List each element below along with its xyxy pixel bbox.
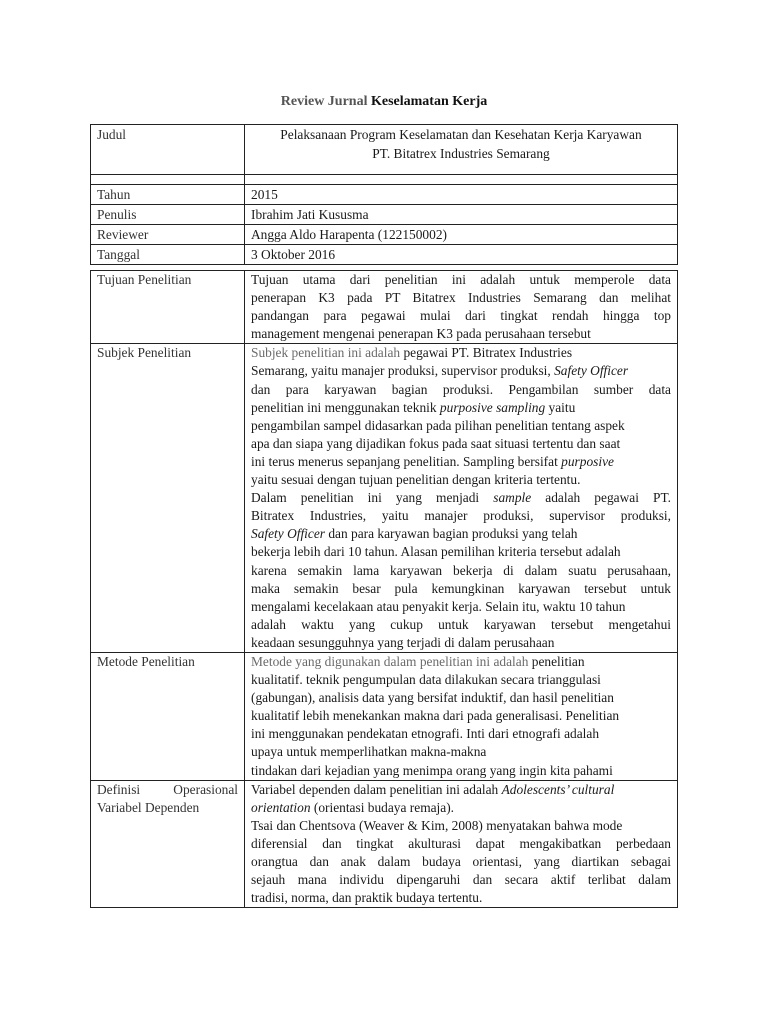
subjek-line: dan para karyawan bagian produksi. Pengambilan sumber data [251, 381, 671, 397]
definisi-label-line-1: Definisi Operasional [97, 781, 238, 797]
row-tujuan [91, 271, 678, 344]
row-definisi [91, 780, 678, 908]
row-subjek [91, 344, 678, 653]
text-run-italic: purposive sampling [439, 399, 546, 415]
spacer-row [91, 175, 678, 185]
subjek-line [251, 344, 671, 362]
definisi-line: tradisi, norma, dan praktik budaya tertentu. [251, 890, 483, 906]
text-run: yaitu [545, 399, 576, 415]
subjek-line [251, 525, 671, 543]
definisi-line: orangtua dan anak dalam budaya orientasi, yang diartikan sebagai [251, 854, 671, 869]
metode-line: tindakan dari kejadian yang menimpa orang yang ingin kita pahami [251, 762, 613, 778]
text-run-italic: Adolescents’ cultural [501, 781, 615, 797]
text-run: Dalam penelitian ini yang menjadi [251, 490, 494, 506]
penulis-value: Ibrahim Jati Kususma [245, 205, 678, 225]
judul-line-1: Pelaksanaan Program Keselamatan dan Kesehatan Kerja Karyawan [280, 127, 642, 142]
row-reviewer [91, 225, 678, 245]
subjek-label: Subjek Penelitian [91, 344, 245, 653]
tujuan-line-1: Tujuan utama dari penelitian ini adalah untuk memperole data [251, 272, 671, 287]
subjek-line: adalah waktu yang cukup untuk karyawan tersebut mengetahui [251, 616, 671, 632]
reviewer-label: Reviewer [91, 225, 245, 245]
row-tahun [91, 185, 678, 205]
tujuan-line-3: pandangan para pegawai mulai dari tingkat rendah hingga top [251, 308, 671, 324]
subjek-line [251, 489, 671, 507]
subjek-line: maka semakin besar pula kemungkinan karyawan tersebut untuk [251, 580, 671, 596]
subjek-line: Bitratex Industries, yaitu manajer produksi, supervisor produksi, [251, 508, 671, 524]
definisi-label [91, 780, 245, 908]
text-run: dan para karyawan bagian produksi yang telah [325, 526, 578, 542]
subjek-value [245, 344, 678, 653]
metode-value [245, 652, 678, 780]
text-run: penelitian ini menggunakan teknik [251, 399, 440, 415]
text-run-italic: Safety Officer [554, 363, 629, 379]
text-run: Metode yang digunakan dalam penelitian ini adalah [251, 653, 532, 669]
judul-value [245, 125, 678, 175]
subjek-line [251, 399, 671, 417]
title-main: Keselamatan Kerja [370, 94, 488, 109]
penulis-label: Penulis [91, 205, 245, 225]
subjek-line: pengambilan sampel didasarkan pada pilihan penelitian tentang aspek [251, 417, 625, 433]
metode-line [251, 653, 671, 671]
subjek-line [251, 362, 671, 380]
tujuan-line-2: penerapan K3 pada PT Bitatrex Industries Semarang dan melihat [251, 290, 671, 306]
metode-line: ini menggunakan pendekatan etnografi. Inti dari etnografi adalah [251, 726, 600, 742]
text-run-italic: purposive [561, 453, 614, 469]
meta-table [90, 124, 678, 265]
tujuan-value [245, 271, 678, 344]
subjek-line: karena semakin lama karyawan bekerja di dalam suatu perusahaan, [251, 562, 671, 578]
metode-line: (gabungan), analisis data yang bersifat induktif, dan hasil penelitian [251, 690, 614, 706]
definisi-line [251, 799, 671, 817]
title-prefix: Review Jurnal [280, 94, 368, 109]
text-run: penelitian [531, 653, 585, 669]
reviewer-value: Angga Aldo Harapenta (122150002) [245, 225, 678, 245]
tahun-value: 2015 [245, 185, 678, 205]
subjek-line: mengalami kecelakaan atau penyakit kerja. Selain itu, waktu 10 tahun [251, 598, 626, 614]
subjek-line: keadaan sesungguhnya yang terjadi di dalam perusahaan [251, 634, 555, 650]
text-run-italic: orientation [251, 799, 311, 815]
text-run: Variabel dependen dalam penelitian ini adalah [251, 781, 502, 797]
subjek-line: bekerja lebih dari 10 tahun. Alasan pemilihan kriteria tersebut adalah [251, 544, 621, 560]
text-run-italic: Safety Officer [251, 526, 325, 542]
text-run: (orientasi budaya remaja). [310, 799, 455, 815]
text-run-italic: sample [493, 490, 532, 506]
judul-line-2: PT. Bitatrex Industries Semarang [372, 146, 550, 161]
row-penulis [91, 205, 678, 225]
metode-label: Metode Penelitian [91, 652, 245, 780]
tahun-label: Tahun [91, 185, 245, 205]
judul-label: Judul [91, 125, 245, 175]
content-table [90, 270, 678, 908]
row-metode [91, 652, 678, 780]
definisi-value [245, 780, 678, 908]
text-run: Subjek penelitian ini adalah [251, 345, 404, 361]
text-run: ini terus menerus sepanjang penelitian. Sampling bersifat [251, 453, 562, 469]
text-run: Semarang, yaitu manajer produksi, supervisor produksi, [251, 363, 555, 379]
text-run: pegawai PT. Bitratex Industries [403, 345, 573, 361]
metode-line: kualitatif. teknik pengumpulan data dilakukan secara trianggulasi [251, 672, 601, 688]
metode-line: kualitatif lebih menekankan makna dari pada generalisasi. Penelitian [251, 708, 620, 724]
definisi-line [251, 781, 671, 799]
subjek-line [251, 453, 671, 471]
tanggal-label: Tanggal [91, 245, 245, 265]
tanggal-value: 3 Oktober 2016 [245, 245, 678, 265]
row-judul [91, 125, 678, 175]
text-run: adalah pegawai PT. [531, 490, 671, 506]
definisi-line: sejauh mana individu dipengaruhi dan secara aktif terlibat dalam [251, 872, 671, 888]
metode-line: upaya untuk memperlihatkan makna-makna [251, 744, 487, 760]
definisi-line: diferensial dan tingkat akulturasi dapat mengakibatkan perbedaan [251, 835, 671, 851]
subjek-line: yaitu sesuai dengan tujuan penelitian dengan kriteria tertentu. [251, 472, 581, 488]
page-title [0, 94, 768, 110]
definisi-line: Tsai dan Chentsova (Weaver & Kim, 2008) menyatakan bahwa mode [251, 817, 623, 833]
definisi-label-line-2: Variabel Dependen [97, 799, 200, 815]
row-tanggal [91, 245, 678, 265]
tujuan-label: Tujuan Penelitian [91, 271, 245, 344]
subjek-line: apa dan siapa yang dijadikan fokus pada saat situasi tertentu dan saat [251, 435, 621, 451]
tujuan-line-4: management mengenai penerapan K3 pada perusahaan tersebut [251, 326, 591, 342]
